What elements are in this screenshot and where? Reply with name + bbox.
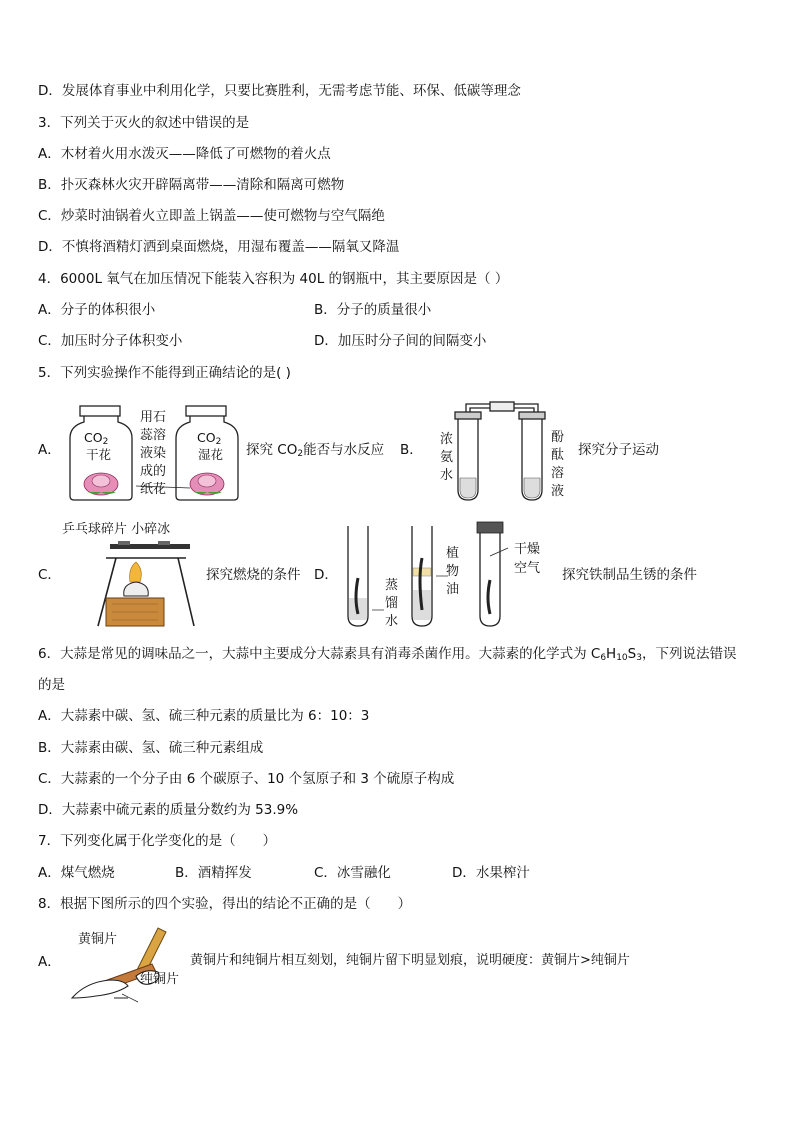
phenolphthalein-label-1: 酚 [551, 430, 565, 445]
paper-flower-label-2: 蕊溶 [140, 428, 167, 443]
q6-option-d: D．大蒜素中硫元素的质量分数约为 53.9% [38, 802, 299, 818]
vegetable-oil-label-2: 物 [446, 564, 460, 579]
q7-option-b: B．酒精挥发 [175, 865, 252, 881]
q5-b-tubes-figure [452, 400, 552, 505]
q3-option-b: B．扑灭森林火灾开辟隔离带——清除和隔离可燃物 [38, 177, 345, 193]
paper-flower-label-1: 用石 [140, 410, 167, 425]
jar1-formula: $CO_2$ [84, 430, 109, 447]
ammonia-label-3: 水 [440, 468, 454, 483]
q8-a-caption: 黄铜片和纯铜片相互刻划，纯铜片留下明显划痕，说明硬度：黄铜片>纯铜片 [190, 953, 630, 968]
jar2-formula: $CO_2$ [197, 430, 222, 447]
q4-option-c: C．加压时分子体积变小 [38, 333, 183, 349]
dry-air-label-2: 空气 [514, 561, 541, 576]
distilled-water-label-2: 馏 [385, 596, 399, 611]
distilled-water-label-3: 水 [385, 614, 399, 629]
q5-c-top-label: 乒乓球碎片 小碎冰 [62, 522, 171, 537]
q6-option-c: C．大蒜素的一个分子由 6 个碳原子、10 个氢原子和 3 个硫原子构成 [38, 771, 455, 787]
q5-a-letter: A． [38, 442, 61, 458]
q3-stem: 3．下列关于灭火的叙述中错误的是 [38, 115, 250, 131]
q5-d-tubes-figure [340, 518, 510, 632]
q6-stem-line1: 6．大蒜是常见的调味品之一，大蒜中主要成分大蒜素具有消毒杀菌作用。大蒜素的化学式为 $C_6H_{10}S_3$，下列说法错误 [38, 646, 737, 663]
phenolphthalein-label-3: 溶 [551, 466, 565, 481]
phenolphthalein-label-2: 酞 [551, 448, 565, 463]
q5-c-burner-figure [66, 538, 196, 630]
q6-option-b: B．大蒜素由碳、氢、硫三种元素组成 [38, 740, 264, 756]
ammonia-label-1: 浓 [440, 432, 454, 447]
q4-option-a: A．分子的体积很小 [38, 302, 156, 318]
q3-option-c: C．炒菜时油锅着火立即盖上锅盖——使可燃物与空气隔绝 [38, 208, 385, 224]
q7-stem: 7．下列变化属于化学变化的是（ ） [38, 833, 277, 849]
q5-d-letter: D． [314, 567, 338, 583]
q4-option-d: D．加压时分子间的间隔变小 [314, 333, 487, 349]
jar2-label: 湿花 [198, 447, 224, 462]
q7-option-d: D．水果榨汁 [452, 865, 530, 881]
copper-label: 纯铜片 [140, 972, 180, 987]
q5-a-caption: 探究 $CO_2$能否与水反应 [246, 442, 385, 459]
q5-c-letter: C． [38, 567, 61, 583]
paper-flower-label-3: 液染 [140, 446, 167, 461]
paper-flower-label-5: 纸花 [140, 482, 167, 497]
dry-air-label-1: 干燥 [514, 542, 541, 557]
q8-a-scratch-figure [66, 924, 190, 1004]
q8-a-letter: A． [38, 954, 61, 970]
q2-option-d: D．发展体育事业中利用化学，只要比赛胜利，无需考虑节能、环保、低碳等理念 [38, 83, 521, 99]
jar1-label: 干花 [86, 447, 112, 462]
q6-option-a: A．大蒜素中碳、氢、硫三种元素的质量比为 6：10：3 [38, 708, 370, 724]
flower-icon [190, 473, 224, 495]
paper-flower-label-4: 成的 [140, 464, 167, 479]
q5-c-caption: 探究燃烧的条件 [206, 567, 301, 583]
q5-b-letter: B． [400, 442, 423, 458]
q5-d-caption: 探究铁制品生锈的条件 [562, 567, 697, 583]
q3-option-a: A．木材着火用水泼灭——降低了可燃物的着火点 [38, 146, 331, 162]
ammonia-label-2: 氨 [440, 450, 454, 465]
q8-stem: 8．根据下图所示的四个实验，得出的结论不正确的是（ ） [38, 896, 412, 912]
q5-stem: 5．下列实验操作不能得到正确结论的是( ) [38, 365, 291, 381]
q7-option-c: C．冰雪融化 [314, 865, 391, 881]
flower-icon [84, 473, 118, 495]
distilled-water-label-1: 蒸 [385, 578, 399, 593]
q4-stem: 4．6000L 氧气在加压情况下能装入容积为 40L 的钢瓶中，其主要原因是（ ） [38, 271, 509, 287]
q4-option-b: B．分子的质量很小 [314, 302, 432, 318]
brass-label: 黄铜片 [78, 932, 118, 947]
q3-option-d: D．不慎将酒精灯洒到桌面燃烧，用湿布覆盖——隔氧又降温 [38, 239, 400, 255]
vegetable-oil-label-3: 油 [446, 582, 460, 597]
q7-option-a: A．煤气燃烧 [38, 865, 115, 881]
phenolphthalein-label-4: 液 [551, 484, 565, 499]
q6-stem-line2: 的是 [38, 677, 65, 693]
vegetable-oil-label-1: 植 [446, 546, 460, 561]
q5-b-caption: 探究分子运动 [578, 442, 659, 458]
